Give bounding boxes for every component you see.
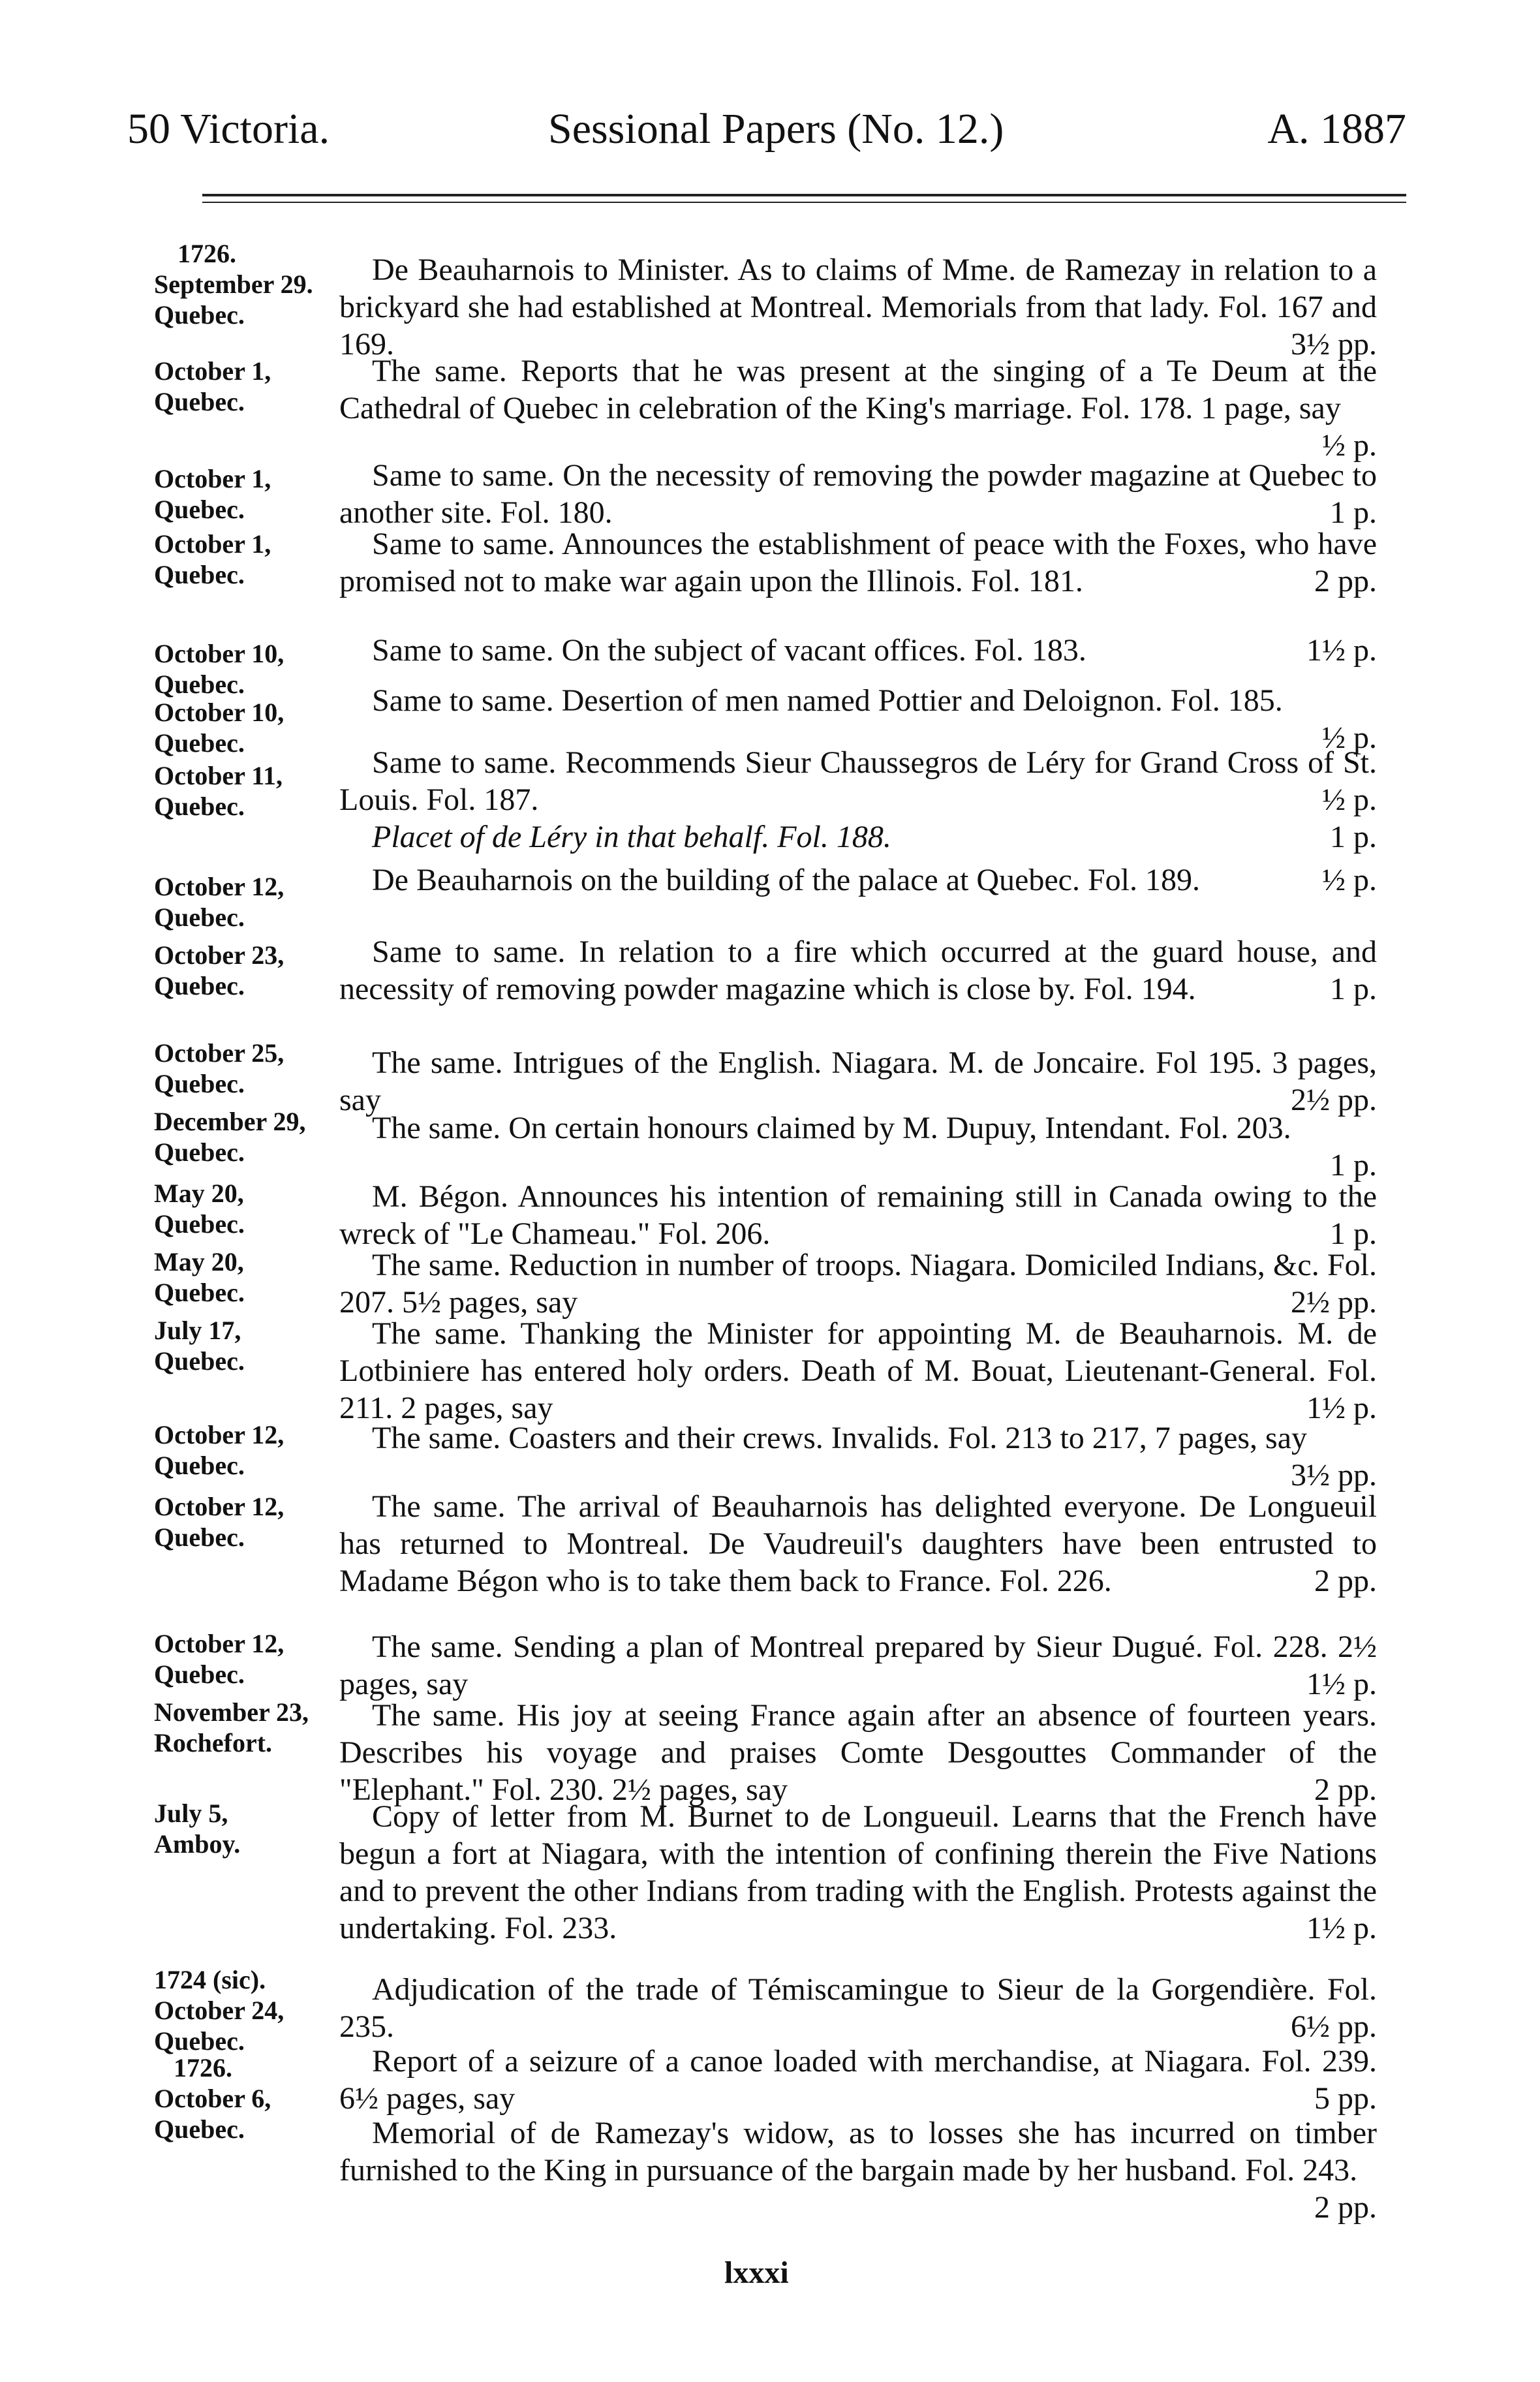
entry-date-place xyxy=(154,1315,350,1376)
entry-date: November 23, xyxy=(154,1697,309,1727)
entry-date: July 5, xyxy=(154,1799,228,1828)
entry-place: Quebec. xyxy=(154,495,245,524)
entry-text-block xyxy=(339,1697,1377,1808)
entry-text-block xyxy=(339,1178,1377,1252)
entry-date: May 20, xyxy=(154,1247,244,1276)
entry-date-place xyxy=(154,1178,350,1239)
entry-pages: 2½ pp. xyxy=(1291,1083,1377,1117)
entry-place: Quebec. xyxy=(154,1451,245,1480)
entry-date-place xyxy=(154,1246,350,1308)
entry-text: Memorial of de Ramezay's widow, as to losses she has incurred on timber furnished to the King in pursuance of the bargain made by her husband. Fol. 243. xyxy=(339,2116,1377,2188)
entry-place: Quebec. xyxy=(154,1209,245,1239)
entry-pages: 1 p. xyxy=(1330,1148,1377,1183)
entry-pages: 2 pp. xyxy=(1314,2190,1377,2225)
entry-date-place xyxy=(154,1038,350,1099)
entry-date: October 12, xyxy=(154,1629,285,1658)
entry-date-place xyxy=(154,529,350,590)
page-number: lxxxi xyxy=(724,2255,789,2290)
entry-date-place xyxy=(154,1419,350,1481)
entry-pages: ½ p. xyxy=(1322,720,1377,755)
entry-place: Quebec. xyxy=(154,792,245,821)
entry-place: Quebec. xyxy=(154,1523,245,1552)
entry-date: October 12, xyxy=(154,1420,285,1449)
entry-text: Report of a seizure of a canoe loaded with merchandise, at Niagara. Fol. 239. 6½ pages, say xyxy=(339,2044,1377,2116)
entry-pages: ½ p. xyxy=(1322,863,1377,897)
entry-text: M. Bégon. Announces his intention of remaining still in Canada owing to the wreck of "Le Chameau." Fol. 206. xyxy=(339,1179,1377,1251)
entry-date: October 1, xyxy=(154,356,271,386)
entry-text: The same. Coasters and their crews. Invalids. Fol. 213 to 217, 7 pages, say xyxy=(372,1421,1308,1455)
entry-date: October 24, xyxy=(154,1996,285,2025)
entry-pages: 2½ pp. xyxy=(1291,1285,1377,1320)
entry-text: The same. Intrigues of the English. Niagara. M. de Joncaire. Fol 195. 3 pages, say xyxy=(339,1045,1377,1117)
entry-text: Same to same. On the necessity of removing the powder magazine at Quebec to another site. Fol. 180. xyxy=(339,458,1377,530)
entry-place: Quebec. xyxy=(154,300,245,330)
entry-text: The same. The arrival of Beauharnois has delighted everyone. De Longueuil has returned to Montreal. De Vaudreuil's daughters have been entrusted to Madame Bégon who is to take them back to France. Fol. 226. xyxy=(339,1489,1377,1598)
entry-date-place xyxy=(154,1106,350,1168)
entry-text: De Beauharnois on the building of the palace at Quebec. Fol. 189. xyxy=(372,863,1200,897)
entry-place: Quebec. xyxy=(154,1278,245,1307)
entry-year: 1726. xyxy=(174,2053,232,2082)
entry-date-place xyxy=(154,760,350,822)
entry-date: October 6, xyxy=(154,2084,271,2113)
entry-text: Same to same. Announces the establishment of peace with the Foxes, who have promised not to make war again upon the Illinois. Fol. 181. xyxy=(339,527,1377,598)
entry-text-block xyxy=(339,1246,1377,1321)
entry-year: 1724 (sic). xyxy=(154,1965,266,1994)
entry-text: The same. His joy at seeing France again after an absence of fourteen years. Describes his voyage and praises Comte Desgouttes Commander of the "Elephant." Fol. 230. 2½ pages, say xyxy=(339,1698,1377,1807)
entry-text-block xyxy=(339,1628,1377,1703)
entry-text-block xyxy=(339,1971,1377,2045)
header-title: Sessional Papers (No. 12.) xyxy=(548,105,1004,153)
entry-pages: 1½ p. xyxy=(1306,633,1377,668)
entry-date: December 29, xyxy=(154,1107,306,1136)
entry-date: October 23, xyxy=(154,940,285,970)
entry-date-place xyxy=(154,940,350,1001)
entry-pages: ½ p. xyxy=(1322,428,1377,463)
entry-text-block xyxy=(339,861,1377,899)
entry-text: Adjudication of the trade of Témiscamingue to Sieur de la Gorgendière. Fol. 235. xyxy=(339,1972,1377,2044)
entry-date: October 10, xyxy=(154,698,285,727)
entry-text-block xyxy=(339,352,1377,464)
entry-text-block xyxy=(339,1419,1377,1494)
entry-text: Same to same. Desertion of men named Pottier and Deloignon. Fol. 185. xyxy=(372,683,1283,718)
entry-place: Quebec. xyxy=(154,1069,245,1098)
entry-year: 1726. xyxy=(177,239,236,268)
entry-text: The same. Reduction in number of troops. Niagara. Domiciled Indians, &c. Fol. 207. 5½ pages, say xyxy=(339,1248,1377,1320)
entry-date: October 12, xyxy=(154,872,285,901)
entry-text-block xyxy=(339,2043,1377,2117)
entry-pages: 1 p. xyxy=(1330,1216,1377,1251)
entry-place: Quebec. xyxy=(154,971,245,1000)
entry-pages: 2 pp. xyxy=(1314,1772,1377,1807)
entry-text: Same to same. Recommends Sieur Chaussegros de Léry for Grand Cross of St. Louis. Fol. 187. xyxy=(339,745,1377,817)
entry-place: Quebec. xyxy=(154,728,245,758)
entry-text: Copy of letter from M. Burnet to de Longueuil. Learns that the French have begun a fort at Niagara, with the intention of confining therein the Five Nations and to prevent the other Indians from trading with the English. Protests against the undertaking. Fol. 233. xyxy=(339,1799,1377,1945)
entry-text-block xyxy=(339,1798,1377,1947)
entry-date: May 20, xyxy=(154,1179,244,1208)
entry-date-place xyxy=(154,356,350,417)
entry-text-block xyxy=(339,744,1377,856)
entry-text: The same. On certain honours claimed by M. Dupuy, Intendant. Fol. 203. xyxy=(372,1111,1291,1145)
entry-date-place xyxy=(154,697,350,758)
header-session: 50 Victoria. xyxy=(127,105,330,153)
entry-date-place xyxy=(154,638,350,700)
entry-date-place xyxy=(154,238,350,330)
header-year: A. 1887 xyxy=(1267,105,1406,153)
entry-date: October 1, xyxy=(154,464,271,493)
entry-pages: ½ p. xyxy=(1322,782,1377,817)
entry-pages: 2 pp. xyxy=(1314,1564,1377,1598)
entry-pages: 1½ p. xyxy=(1306,1911,1377,1945)
entry-date-place xyxy=(154,1798,350,1859)
entry-text: The same. Thanking the Minister for appointing M. de Beauharnois. M. de Lotbiniere has entered holy orders. Death of M. Bouat, Lieutenant-General. Fol. 211. 2 pages, say xyxy=(339,1316,1377,1425)
entry-text-block xyxy=(339,1109,1377,1184)
entry-text-block xyxy=(339,525,1377,600)
entry-place: Quebec. xyxy=(154,670,245,699)
entry-date-place xyxy=(154,1697,350,1758)
entry-text: Same to same. On the subject of vacant offices. Fol. 183. xyxy=(372,633,1086,668)
entry-pages: 5 pp. xyxy=(1314,2081,1377,2116)
entry-date: October 1, xyxy=(154,529,271,559)
entry-place: Quebec. xyxy=(154,560,245,589)
entry-place: Amboy. xyxy=(154,1829,241,1859)
entry-text-block xyxy=(339,457,1377,531)
entry-pages: 3½ pp. xyxy=(1291,1458,1377,1493)
entry-text: The same. Reports that he was present at the singing of a Te Deum at the Cathedral of Quebec in celebration of the King's marriage. Fol. 178. 1 page, say xyxy=(339,354,1377,425)
entry-place: Quebec. xyxy=(154,387,245,416)
entry-date: October 10, xyxy=(154,639,285,668)
entry-date-place xyxy=(154,463,350,525)
entry-place: Quebec. xyxy=(154,1660,245,1689)
entry-text-block xyxy=(339,1044,1377,1119)
entry-placet-text: Placet of de Léry in that behalf. Fol. 188. xyxy=(372,820,891,854)
entry-placet-pages: 1 p. xyxy=(1330,820,1377,854)
entry-text: De Beauharnois to Minister. As to claims of Mme. de Ramezay in relation to a brickyard she had established at Montreal. Memorials from that lady. Fol. 167 and 169. xyxy=(339,253,1377,362)
entry-date-place xyxy=(154,871,350,933)
entry-pages: 1½ p. xyxy=(1306,1667,1377,1701)
entry-place: Quebec. xyxy=(154,903,245,932)
entry-pages: 1½ p. xyxy=(1306,1391,1377,1425)
entry-pages: 1 p. xyxy=(1330,972,1377,1006)
entry-date: October 12, xyxy=(154,1492,285,1521)
entry-date: July 17, xyxy=(154,1316,241,1345)
entry-text-block xyxy=(339,632,1377,669)
entry-pages: 2 pp. xyxy=(1314,564,1377,598)
entry-date-place xyxy=(154,1491,350,1553)
entry-date: October 25, xyxy=(154,1038,285,1068)
entry-place: Quebec. xyxy=(154,1346,245,1376)
entry-place: Quebec. xyxy=(154,1137,245,1167)
entry-text-block xyxy=(339,933,1377,1008)
entry-text: Same to same. In relation to a fire which occurred at the guard house, and necessity of removing powder magazine which is close by. Fol. 194. xyxy=(339,935,1377,1006)
entry-place: Quebec. xyxy=(154,2026,245,2056)
entry-date-place xyxy=(154,1628,350,1690)
entry-place: Rochefort. xyxy=(154,1728,273,1757)
entry-text-block xyxy=(339,251,1377,363)
entry-date-place xyxy=(154,2052,350,2144)
entry-pages: 3½ pp. xyxy=(1291,327,1377,362)
entry-text-block xyxy=(339,1315,1377,1427)
entry-place: Quebec. xyxy=(154,2114,245,2144)
entry-text-block xyxy=(339,1488,1377,1600)
entry-pages: 1 p. xyxy=(1330,495,1377,530)
entry-pages: 6½ pp. xyxy=(1291,2009,1377,2044)
entry-text-block xyxy=(339,2114,1377,2226)
entry-date: September 29. xyxy=(154,270,313,299)
entry-date-place xyxy=(154,1964,350,2056)
entry-text: The same. Sending a plan of Montreal prepared by Sieur Dugué. Fol. 228. 2½ pages, say xyxy=(339,1630,1377,1701)
entry-date: October 11, xyxy=(154,761,283,790)
